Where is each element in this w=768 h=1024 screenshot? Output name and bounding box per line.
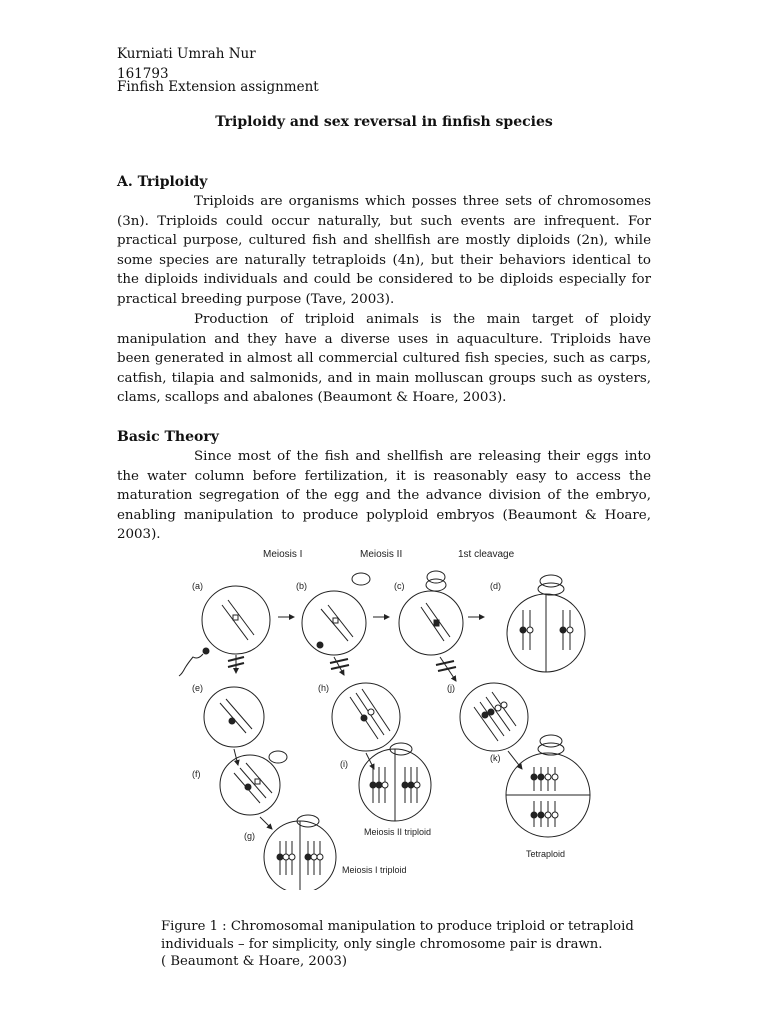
label-tetraploid: Tetraploid xyxy=(526,849,566,859)
label-g: (g) xyxy=(244,831,255,841)
paragraph-triploid-production: Production of triploid animals is the main target of ploidy manipulation and they have a diverse uses in aquaculture. Triploids have been generated in almost all commercial cultured fish species, such as carps, catfish, tilapia and salmonids, and in main molluscan groups such as oysters, clams, scallops and abalones (Beaumont & Hoare, 2003). xyxy=(117,312,651,406)
label-c: (c) xyxy=(394,581,405,591)
label-d: (d) xyxy=(490,581,501,591)
label-f: (f) xyxy=(192,769,201,779)
author-name: Kurniati Umrah Nur xyxy=(117,46,256,62)
figure-caption xyxy=(161,918,641,971)
course-name: Finfish Extension assignment xyxy=(117,79,319,95)
label-meiosis-2-triploid: Meiosis II triploid xyxy=(364,827,432,837)
egg-c xyxy=(399,591,463,655)
egg-e xyxy=(204,687,264,747)
label-j: (j) xyxy=(447,683,455,693)
caption-line-3: ( Beaumont & Hoare, 2003) xyxy=(161,954,348,969)
chromosome-manipulation-figure xyxy=(168,545,618,890)
caption-line-2: individuals – for simplicity, only single chromosome pair is drawn. xyxy=(161,936,603,952)
egg-j xyxy=(460,683,528,751)
label-i: (i) xyxy=(340,759,348,769)
paragraph-basic-theory: Since most of the fish and shellfish are releasing their eggs into the water column before fertilization, it is reasonably easy to access the maturation segregation of the egg and the advance division of the embryo, enabling manipulation to produce polyploid embryos (Beaumont & Hoare, 2003). xyxy=(117,449,651,543)
section-heading-basic-theory: Basic Theory xyxy=(117,429,219,445)
caption-line-1: Figure 1 : Chromosomal manipulation to produce triploid or tetraploid xyxy=(161,919,634,934)
student-id: 161793 xyxy=(117,66,169,82)
label-a: (a) xyxy=(192,581,203,591)
label-k: (k) xyxy=(490,753,501,763)
section-heading-triploidy: A. Triploidy xyxy=(117,174,208,190)
label-1st-cleavage: 1st cleavage xyxy=(458,549,515,560)
document-title: Triploidy and sex reversal in finfish species xyxy=(215,114,553,130)
label-meiosis-1: Meiosis I xyxy=(263,549,303,560)
label-meiosis-1-triploid: Meiosis I triploid xyxy=(342,865,407,875)
paragraph-triploidy-definition: Triploids are organisms which posses three sets of chromosomes (3n). Triploids could occur naturally, but such events are infrequent. For practical purpose, cultured fish and shellfish are mostly diploids (2n), while some species are naturally tetraploids (4n), but their behaviors identical to the diploids individuals and could be considered to be diploids especially for practical breeding purpose (Tave, 2003). xyxy=(117,194,651,307)
label-h: (h) xyxy=(318,683,329,693)
label-b: (b) xyxy=(296,581,307,591)
label-meiosis-2: Meiosis II xyxy=(360,549,403,560)
label-e: (e) xyxy=(192,683,203,693)
